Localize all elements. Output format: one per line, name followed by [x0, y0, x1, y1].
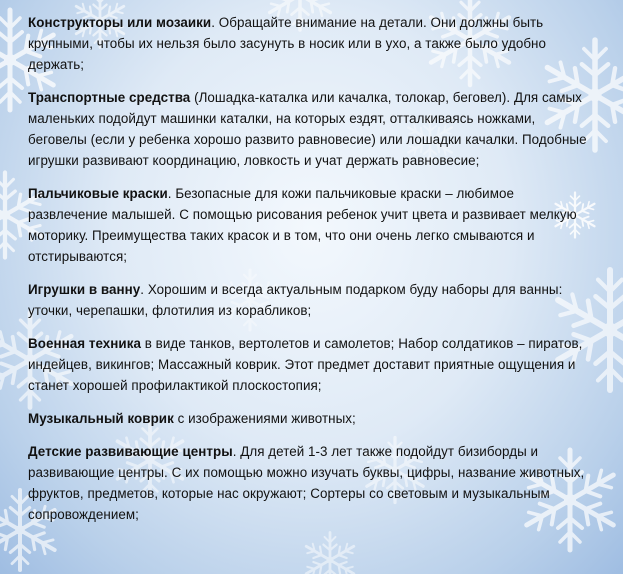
list-item [28, 183, 588, 267]
item-term: Пальчиковые краски [28, 186, 168, 201]
list-item [28, 333, 588, 396]
list-item [28, 87, 588, 171]
item-description: . Безопасные для кожи пальчиковые краски – любимое развлечение малышей. С помощью рисования ребенок учит цвета и развивает мелкую моторику. Преимущества таких красок и в том, что они очень легко смываются и отстирываются; [28, 186, 577, 264]
item-description: (Лошадка-каталка или качалка, толокар, беговел). Для самых маленьких подойдут машинки каталки, на которых ездят, отталкиваясь ножками, беговелы (если у ребенка хорошо развито равновесие) или лошадки качалки. Подобные игрушки развивают координацию, ловкость и учат держать равновесие; [28, 90, 587, 168]
item-description: с изображениями животных; [173, 411, 356, 426]
list-item [28, 12, 588, 75]
item-term: Военная техника [28, 336, 141, 351]
item-description: . Для детей 1-3 лет также подойдут бизиборды и развивающие центры. С их помощью можно изучать буквы, цифры, название животных, фруктов, предметов, которые нас окружают; Сортеры со световым и музыкальным сопровождением; [28, 444, 585, 522]
item-term: Конструкторы или мозаики [28, 15, 212, 30]
snowflake-icon [303, 533, 357, 574]
item-description: . Хорошим и всегда актуальным подарком буду наборы для ванны: уточки, черепашки, флотилия из корабликов; [28, 282, 563, 318]
list-item [28, 441, 588, 525]
list-item [28, 408, 588, 429]
document-body [28, 12, 588, 537]
item-term: Детские развивающие центры [28, 444, 233, 459]
item-term: Транспортные средства [28, 90, 191, 105]
item-description: . Обращайте внимание на детали. Они должны быть крупными, чтобы их нельзя было засунуть в носик или в ухо, а также было удобно держать; [28, 15, 546, 72]
list-item [28, 279, 588, 321]
item-description: в виде танков, вертолетов и самолетов; Набор солдатиков – пиратов, индейцев, викингов; Массажный коврик. Этот предмет доставит приятные ощущения и станет хорошей профилактикой плоскостопия; [28, 336, 583, 393]
item-term: Игрушки в ванну [28, 282, 141, 297]
item-term: Музыкальный коврик [28, 411, 174, 426]
